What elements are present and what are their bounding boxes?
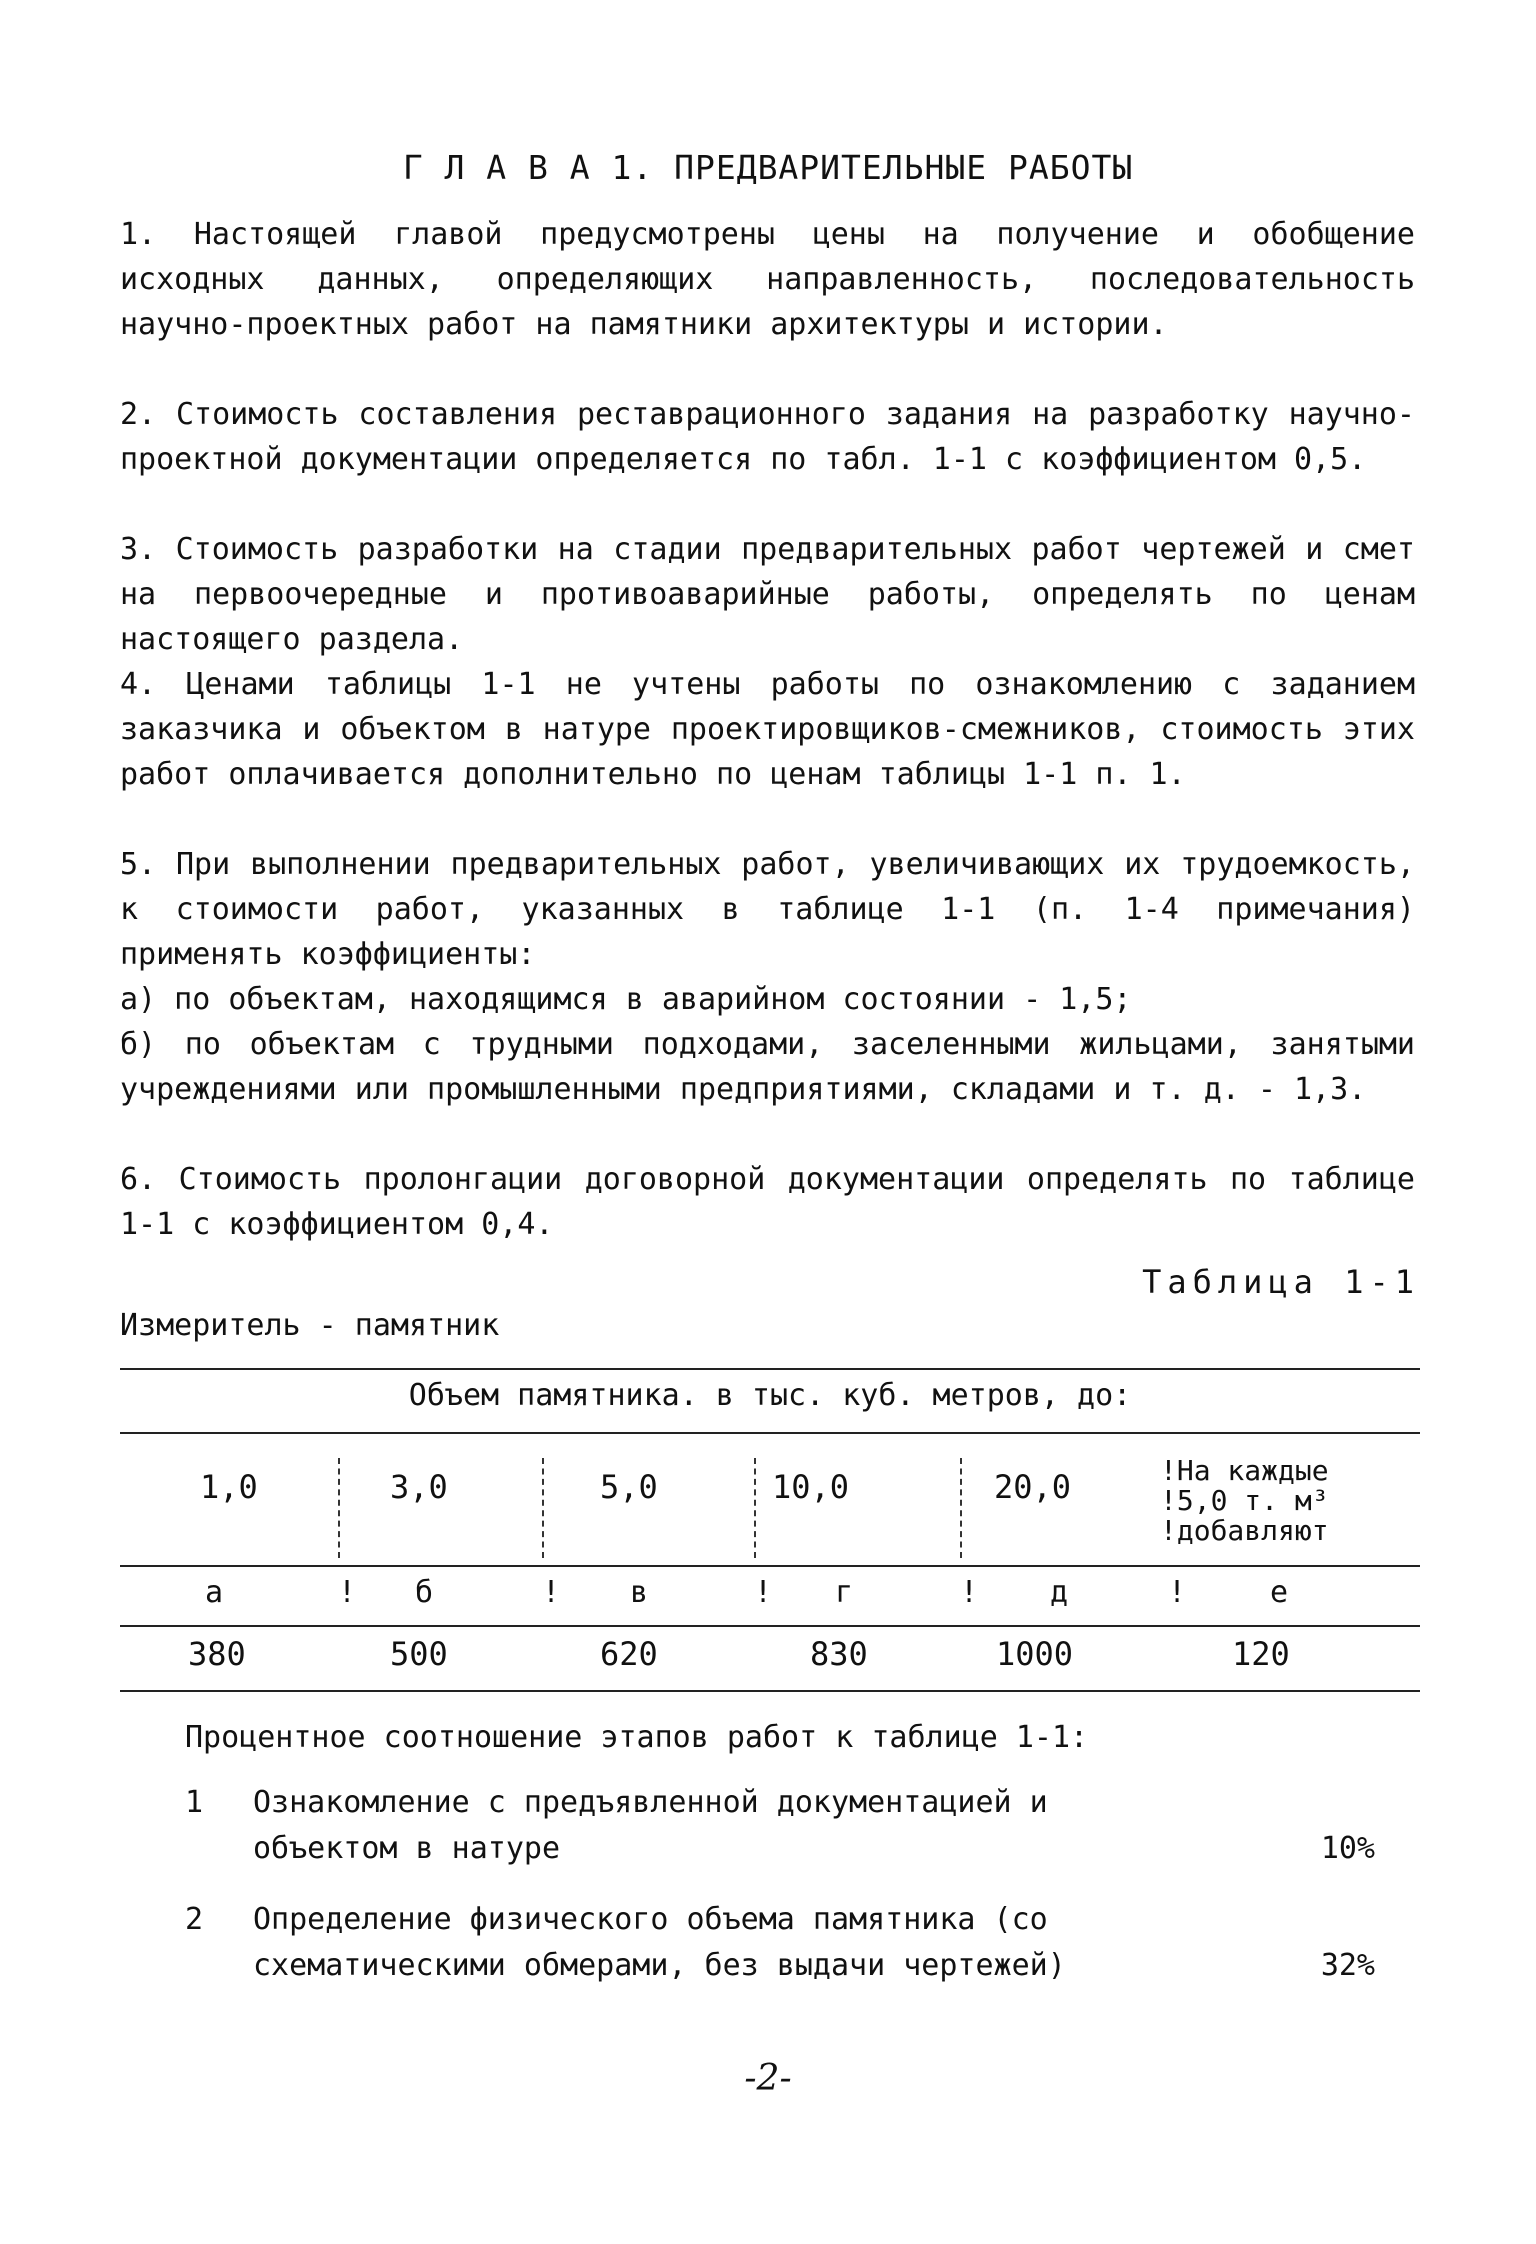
- last-column-header: [1160, 1456, 1329, 1546]
- paragraph-5: 5. При выполнении предварительных работ, увеличивающих их трудоемкость, к стоимости работ, указанных в таблице 1-1 (п. 1-4 примечания) применять коэффициенты:: [120, 847, 1415, 972]
- table-rule-volumes: [120, 1565, 1420, 1567]
- stage-percent: 32%: [1320, 1948, 1375, 1983]
- stage-description: [253, 1897, 1253, 1989]
- chapter-title: Г Л А В А 1. ПРЕДВАРИТЕЛЬНЫЕ РАБОТЫ: [402, 148, 1134, 187]
- volume-cell: 1,0: [200, 1468, 258, 1506]
- separator-mark: !: [542, 1575, 561, 1610]
- separator-mark: !: [754, 1575, 773, 1610]
- separator-mark: !: [338, 1575, 357, 1610]
- separator-mark: !: [960, 1575, 979, 1610]
- table-rule-top: [120, 1368, 1420, 1370]
- volumes-row: [160, 1454, 1420, 1568]
- paragraph-5b: б) по объектам с трудными подходами, заселенными жильцами, занятыми учреждениями или промышленными предприятиями, складами и т. д. - 1,3.: [120, 1027, 1415, 1107]
- last-header-line-3: !добавляют: [1160, 1514, 1329, 1547]
- volume-cell: 5,0: [600, 1468, 658, 1506]
- paragraph-5a: а) по объектам, находящимся в аварийном состоянии - 1,5;: [120, 982, 1132, 1017]
- page-number: -2-: [744, 2058, 792, 2099]
- stage-item: [185, 1780, 1385, 1872]
- column-separator: [754, 1458, 756, 1558]
- last-header-line-1: !На каждые: [1160, 1454, 1329, 1487]
- stage-line-1: Ознакомление с предъявленной документацией и: [253, 1785, 1048, 1820]
- table-rule-letters: [120, 1625, 1420, 1627]
- price-cell: 500: [390, 1635, 448, 1673]
- column-separator: [338, 1458, 340, 1558]
- last-header-line-2: !5,0 т. м³: [1160, 1484, 1329, 1517]
- paragraph-3: 3. Стоимость разработки на стадии предварительных работ чертежей и смет на первоочередные и противоаварийные работы, определять по ценам настоящего раздела.: [120, 532, 1415, 657]
- stage-item: [185, 1897, 1385, 1989]
- letter-cell: а: [205, 1575, 224, 1610]
- stage-number: 1: [185, 1785, 204, 1820]
- separator-mark: !: [1168, 1575, 1187, 1610]
- stage-line-2: объектом в натуре: [253, 1831, 561, 1866]
- table-rule-bottom: [120, 1690, 1420, 1692]
- paragraph-4: 4. Ценами таблицы 1-1 не учтены работы по ознакомлению с заданием заказчика и объектом в натуре проектировщиков-смежников, стоимость этих работ оплачивается дополнительно по ценам таблицы 1-1 п. 1.: [120, 667, 1415, 792]
- table-header: Объем памятника. в тыс. куб. метров, до:: [408, 1378, 1132, 1413]
- price-cell: 620: [600, 1635, 658, 1673]
- volume-cell: 10,0: [772, 1468, 850, 1506]
- column-separator: [960, 1458, 962, 1558]
- letter-cell: б: [415, 1575, 434, 1610]
- table-rule-header: [120, 1432, 1420, 1434]
- price-cell: 380: [188, 1635, 246, 1673]
- volume-cell: 3,0: [390, 1468, 448, 1506]
- letter-cell: е: [1270, 1575, 1289, 1610]
- volume-cell: 20,0: [994, 1468, 1072, 1506]
- stage-line-1: Определение физического объема памятника (со: [253, 1902, 1048, 1937]
- stage-percent: 10%: [1320, 1831, 1375, 1866]
- price-cell: 1000: [996, 1635, 1074, 1673]
- stages-intro: Процентное соотношение этапов работ к таблице 1-1:: [185, 1720, 1089, 1755]
- paragraph-2: 2. Стоимость составления реставрационного задания на разработку научно-проектной документации определяется по табл. 1-1 с коэффициентом 0,5.: [120, 397, 1415, 477]
- stage-line-2: схематическими обмерами, без выдачи чертежей): [253, 1948, 1066, 1983]
- table-label: Таблица 1-1: [1142, 1263, 1420, 1301]
- stage-number: 2: [185, 1902, 204, 1937]
- paragraph-1: 1. Настоящей главой предусмотрены цены на получение и обобщение исходных данных, определяющих направленность, последовательность научно-проектных работ на памятники архитектуры и истории.: [120, 217, 1415, 342]
- price-cell: 830: [810, 1635, 868, 1673]
- paragraph-6: 6. Стоимость пролонгации договорной документации определять по таблице 1-1 с коэффициентом 0,4.: [120, 1162, 1415, 1242]
- column-separator: [542, 1458, 544, 1558]
- price-cell: 120: [1232, 1635, 1290, 1673]
- letter-cell: в: [630, 1575, 649, 1610]
- stage-description: [253, 1780, 1253, 1872]
- letter-cell: г: [835, 1575, 854, 1610]
- letter-cell: д: [1050, 1575, 1069, 1610]
- table-unit: Измеритель - памятник: [120, 1308, 500, 1343]
